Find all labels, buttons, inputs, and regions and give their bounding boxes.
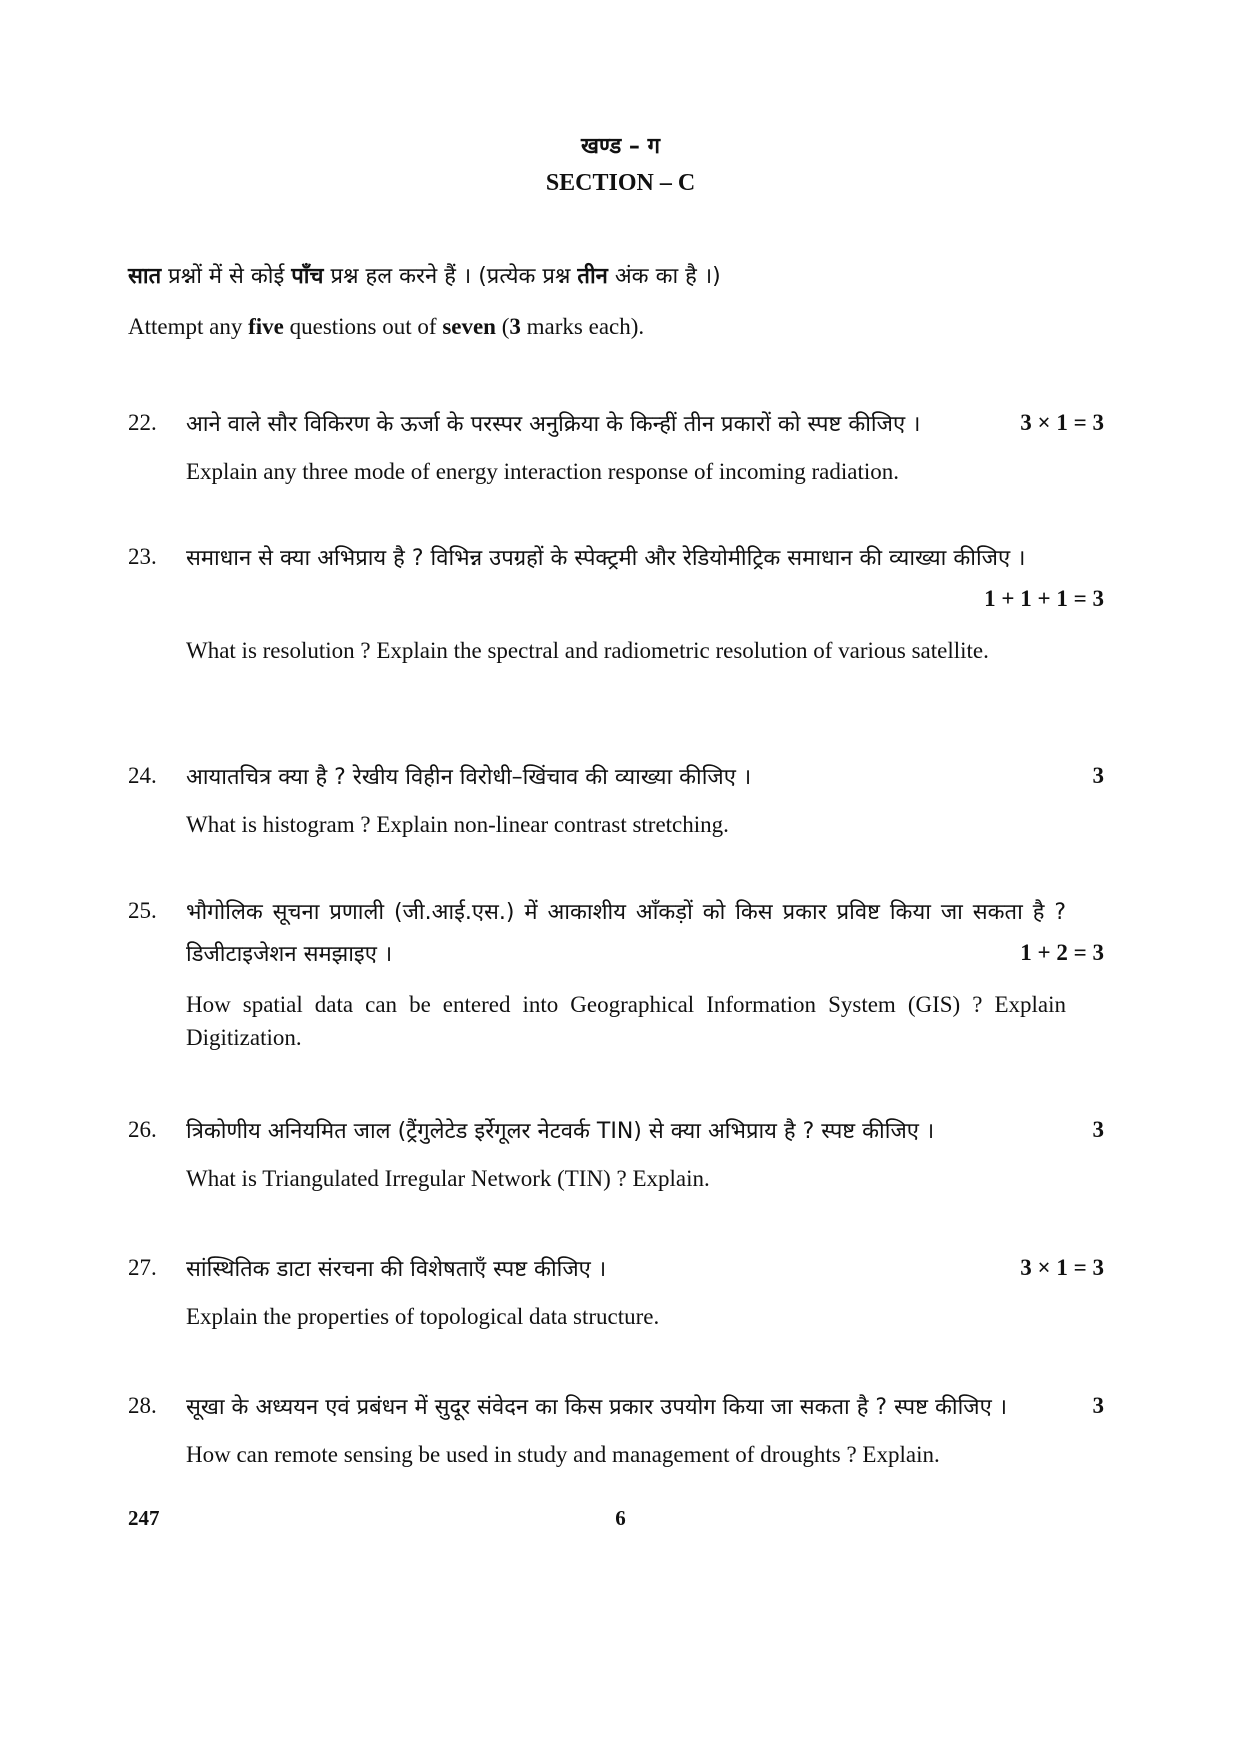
- question-marks: 3 × 1 = 3: [1020, 410, 1104, 435]
- question-text-english: What is histogram ? Explain non-linear contrast stretching.: [186, 812, 729, 837]
- question-marks: 3: [1092, 1393, 1104, 1418]
- question-number: 23.: [128, 544, 157, 569]
- question-number: 24.: [128, 763, 157, 788]
- question-text-english: What is resolution ? Explain the spectral and radiometric resolution of various satellite.: [186, 638, 989, 663]
- question-text-hindi: समाधान से क्या अभिप्राय है ? विभिन्न उपग्रहों के स्पेक्ट्रमी और रेडियोमीट्रिक समाधान की व्याख्या कीजिए ।: [186, 546, 1026, 571]
- question-text-english: Explain any three mode of energy interaction response of incoming radiation.: [186, 459, 899, 484]
- question-text-hindi: सूखा के अध्ययन एवं प्रबंधन में सुदूर संवेदन का किस प्रकार उपयोग किया जा सकता है ? स्पष्ट कीजिए ।: [186, 1395, 1008, 1420]
- question-number: 26.: [128, 1117, 157, 1142]
- question-text-hindi: भौगोलिक सूचना प्रणाली (जी.आई.एस.) में आकाशीय आँकड़ों को किस प्रकार प्रविष्ट किया जा सकता है ? डिजीटाइजेशन समझाइए ।: [186, 900, 1066, 967]
- question-marks: 1 + 1 + 1 = 3: [984, 586, 1104, 611]
- question-number: 22.: [128, 410, 157, 435]
- page-number: 6: [615, 1506, 626, 1530]
- question-text-english: How spatial data can be entered into Geographical Information System (GIS) ? Explain Digitization.: [186, 992, 1066, 1050]
- question-number: 28.: [128, 1393, 157, 1418]
- question-text-english: What is Triangulated Irregular Network (TIN) ? Explain.: [186, 1166, 710, 1191]
- question-text-hindi: सांस्थितिक डाटा संरचना की विशेषताएँ स्पष्ट कीजिए ।: [186, 1257, 607, 1282]
- question-text-english: How can remote sensing be used in study and management of droughts ? Explain.: [186, 1442, 940, 1467]
- paper-code: 247: [128, 1506, 160, 1530]
- instruction-hindi: सात प्रश्नों में से कोई पाँच प्रश्न हल करने हैं । (प्रत्येक प्रश्न तीन अंक का है ।): [128, 264, 721, 289]
- question-number: 25.: [128, 898, 157, 923]
- question-text-hindi: आने वाले सौर विकिरण के ऊर्जा के परस्पर अनुक्रिया के किन्हीं तीन प्रकारों को स्पष्ट कीजिए ।: [186, 412, 921, 437]
- section-title-hindi: खण्ड – ग: [581, 134, 660, 159]
- question-marks: 3 × 1 = 3: [1020, 1255, 1104, 1280]
- instruction-english: Attempt any five questions out of seven (3 marks each).: [128, 314, 645, 339]
- section-title-english: SECTION – C: [545, 170, 696, 196]
- question-text-english: Explain the properties of topological data structure.: [186, 1304, 660, 1329]
- question-marks: 1 + 2 = 3: [1020, 940, 1104, 965]
- question-text-hindi: आयातचित्र क्या है ? रेखीय विहीन विरोधी–खिंचाव की व्याख्या कीजिए ।: [186, 765, 752, 790]
- question-marks: 3: [1092, 763, 1104, 788]
- question-text-hindi: त्रिकोणीय अनियमित जाल (ट्रैंगुलेटेड इर्रेगूलर नेटवर्क TIN) से क्या अभिप्राय है ? स्पष्ट कीजिए ।: [186, 1119, 935, 1144]
- question-number: 27.: [128, 1255, 157, 1280]
- question-marks: 3: [1092, 1117, 1104, 1142]
